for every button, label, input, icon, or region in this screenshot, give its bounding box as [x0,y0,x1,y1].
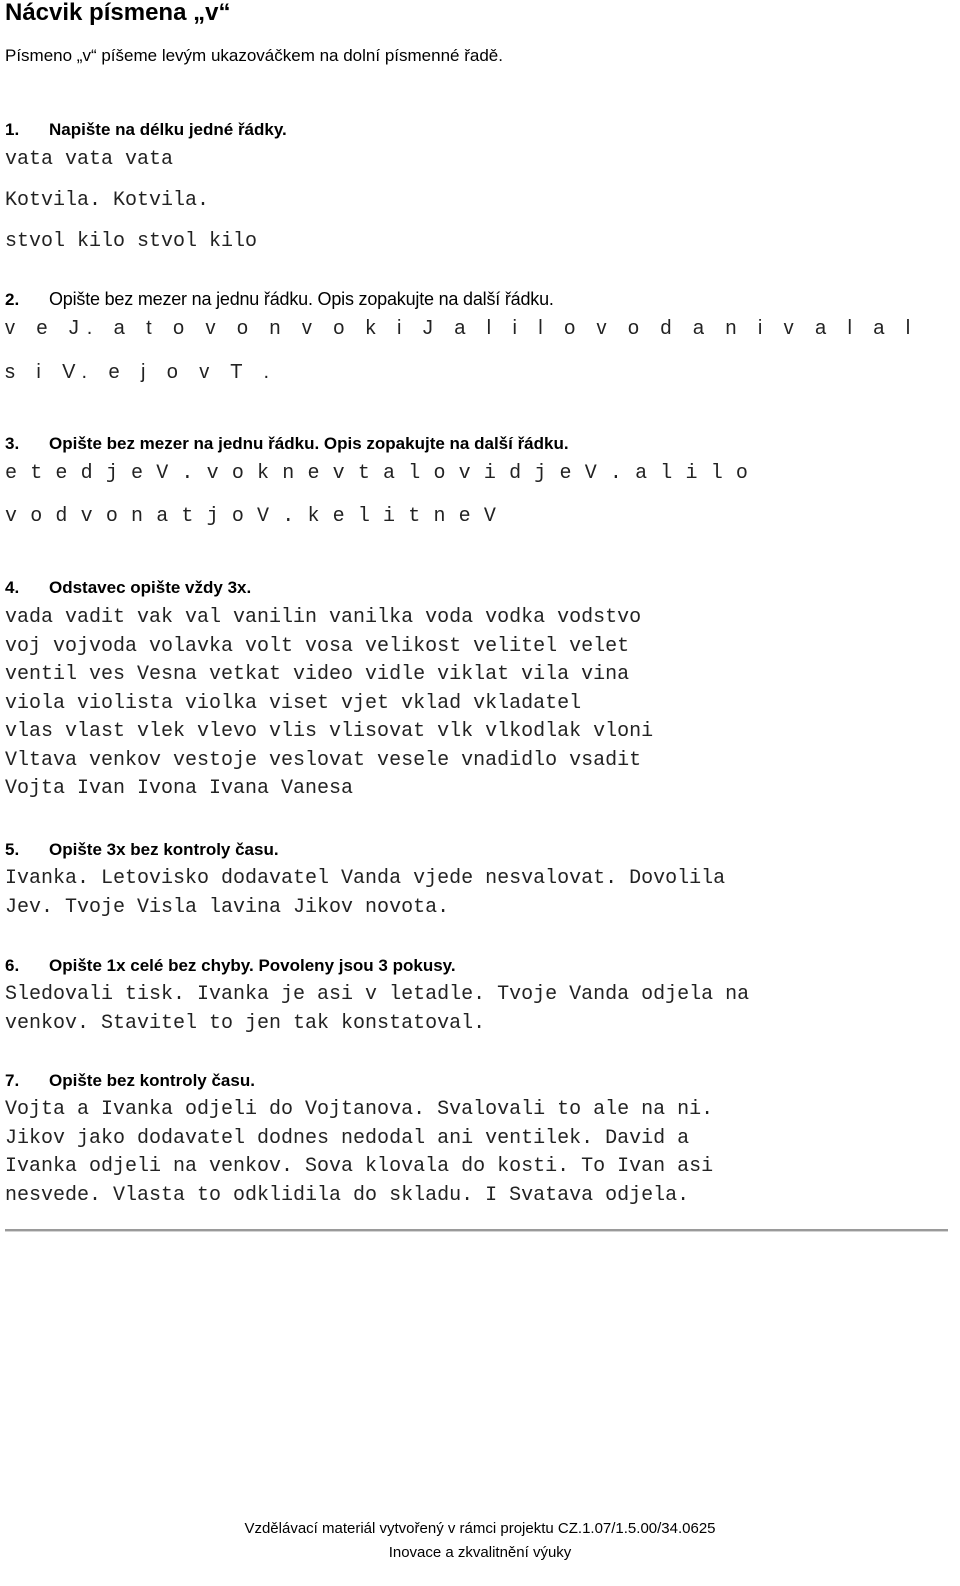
exercise-line: venkov. Stavitel to jen tak konstatoval. [5,1011,486,1035]
exercise-line: Sledovali tisk. Ivanka je asi v letadle. Tvoje Vanda odjela na [5,983,750,1006]
exercise-line: e t e d j e V . v o k n e v t a l o v i d j e V . a l i l o [5,462,749,485]
footer-line-1: Vzdělávací materiál vytvořený v rámci projektu CZ.1.07/1.5.00/34.0625 [244,1520,716,1537]
section-title: Opište bez kontroly času. [49,1071,255,1090]
section-5-heading [5,838,279,862]
section-title: Opište 1x celé bez chyby. Povoleny jsou 3 pokusy. [49,956,456,975]
section-3-heading [5,432,569,456]
exercise-line: s i V. e j o v T . [5,361,277,383]
section-title: Napište na délku jedné řádky. [49,120,287,139]
exercise-paragraph [5,981,749,1038]
section-7-heading [5,1069,255,1093]
exercise-line: vata vata vata [5,148,174,171]
section-number: 2. [5,290,20,309]
intro-text: Písmeno „v“ píšeme levým ukazováčkem na dolní písmenné řadě. [5,46,503,65]
exercise-paragraph [5,1096,713,1210]
exercise-line: v e J. a t o v o n v o k i J a l i l o v o d a n i v a l a l [5,317,919,339]
section-number: 5. [5,840,20,859]
exercise-line: v o d v o n a t j o V . k e l i t n e V [5,505,497,528]
section-title: Opište bez mezer na jednu řádku. Opis zopakujte na další řádku. [49,289,554,309]
section-title: Opište bez mezer na jednu řádku. Opis zopakujte na další řádku. [49,434,569,453]
exercise-line: viola violista violka viset vjet vklad vkladatel [5,691,582,715]
section-number: 7. [5,1071,20,1090]
exercise-line: Ivanka odjeli na venkov. Sova klovala do kosti. To Ivan asi [5,1155,714,1178]
exercise-line: Vojta a Ivanka odjeli do Vojtanova. Svalovali to ale na ni. [5,1098,714,1121]
exercise-line: stvol kilo stvol kilo [5,230,258,253]
exercise-paragraph [5,865,725,922]
exercise-line: Kotvila. Kotvila. [5,189,210,212]
exercise-line: vlas vlast vlek vlevo vlis vlisovat vlk vlkodlak vloni [5,720,654,743]
footer-line-2: Inovace a zkvalitnění výuky [388,1544,572,1561]
section-title: Opište 3x bez kontroly času. [49,840,279,859]
exercise-line: Jev. Tvoje Visla lavina Jikov novota. [5,895,450,919]
section-number: 4. [5,578,20,597]
exercise-line: voj vojvoda volavka volt vosa velikost velitel velet [5,634,630,658]
section-4-heading [5,576,251,600]
exercise-line: nesvede. Vlasta to odklidila do skladu. I Svatava odjela. [5,1183,690,1207]
exercise-paragraph [5,604,653,804]
exercise-line: ventil ves Vesna vetkat video vidle viklat vila vina [5,663,630,686]
section-number: 3. [5,434,20,453]
exercise-line: vada vadit vak val vanilin vanilka voda vodka vodstvo [5,606,642,629]
section-1-heading [5,118,287,142]
page-title: Nácvik písmena „v“ [5,0,231,26]
exercise-line: Vojta Ivan Ivona Ivana Vanesa [5,777,354,800]
exercise-line: Vltava venkov vestoje veslovat vesele vnadidlo vsadit [5,748,642,772]
horizontal-divider [5,1229,948,1232]
exercise-line: Ivanka. Letovisko dodavatel Vanda vjede nesvalovat. Dovolila [5,867,726,890]
section-title: Odstavec opište vždy 3x. [49,578,252,597]
section-number: 1. [5,120,20,139]
section-number: 6. [5,956,20,975]
section-2-heading [5,287,554,312]
section-6-heading [5,954,456,978]
exercise-line: Jikov jako dodavatel dodnes nedodal ani ventilek. David a [5,1126,690,1150]
